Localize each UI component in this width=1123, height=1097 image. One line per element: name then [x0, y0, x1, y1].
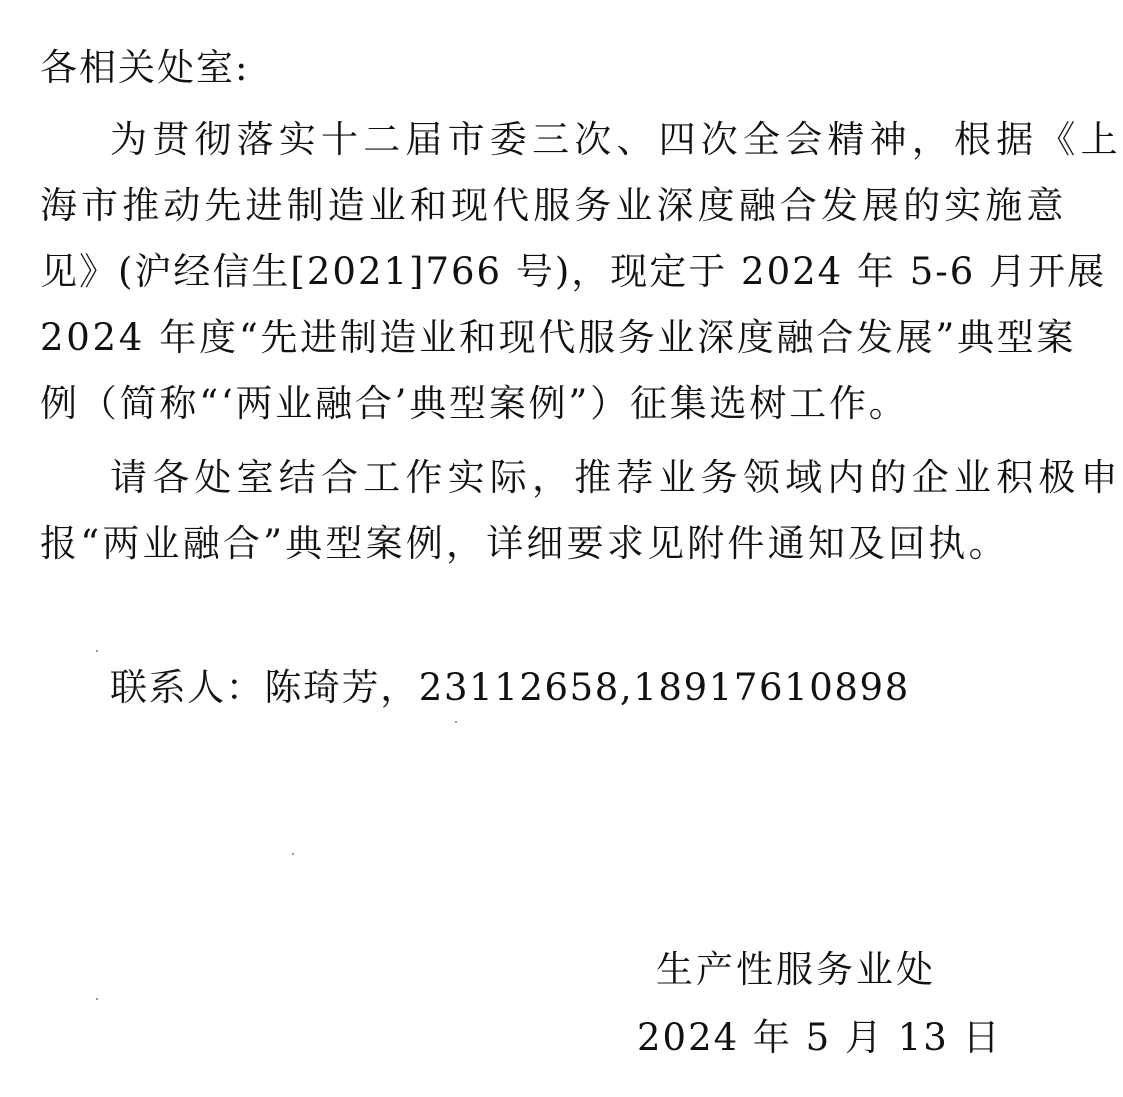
salutation: 各相关处室:: [40, 46, 250, 89]
paragraph-1-line-2: 海市推动先进制造业和现代服务业深度融合发展的实施意: [40, 184, 1068, 227]
paragraph-2-line-2: 报“两业融合”典型案例，详细要求见附件通知及回执。: [40, 522, 1009, 565]
paragraph-2-line-1: 请各处室结合工作实际，推荐业务领域内的企业积极申: [110, 456, 1123, 499]
scan-speck: [96, 650, 98, 652]
signature-organization: 生产性服务业处: [656, 948, 936, 991]
scan-speck: [455, 721, 457, 723]
contact-line: 联系人：陈琦芳，23112658,18917610898: [110, 666, 910, 709]
scan-speck: [96, 998, 98, 1000]
paragraph-1-line-4: 2024 年度“先进制造业和现代服务业深度融合发展”典型案: [40, 316, 1077, 359]
scan-speck: [292, 853, 294, 855]
paragraph-1-line-5: 例（简称“‘两业融合’典型案例”）征集选树工作。: [40, 382, 909, 425]
paragraph-1-line-1: 为贯彻落实十二届市委三次、四次全会精神，根据《上: [110, 118, 1123, 161]
signature-date: 2024 年 5 月 13 日: [637, 1016, 1002, 1059]
paragraph-1-line-3: 见》(沪经信生[2021]766 号)，现定于 2024 年 5-6 月开展: [40, 250, 1107, 293]
